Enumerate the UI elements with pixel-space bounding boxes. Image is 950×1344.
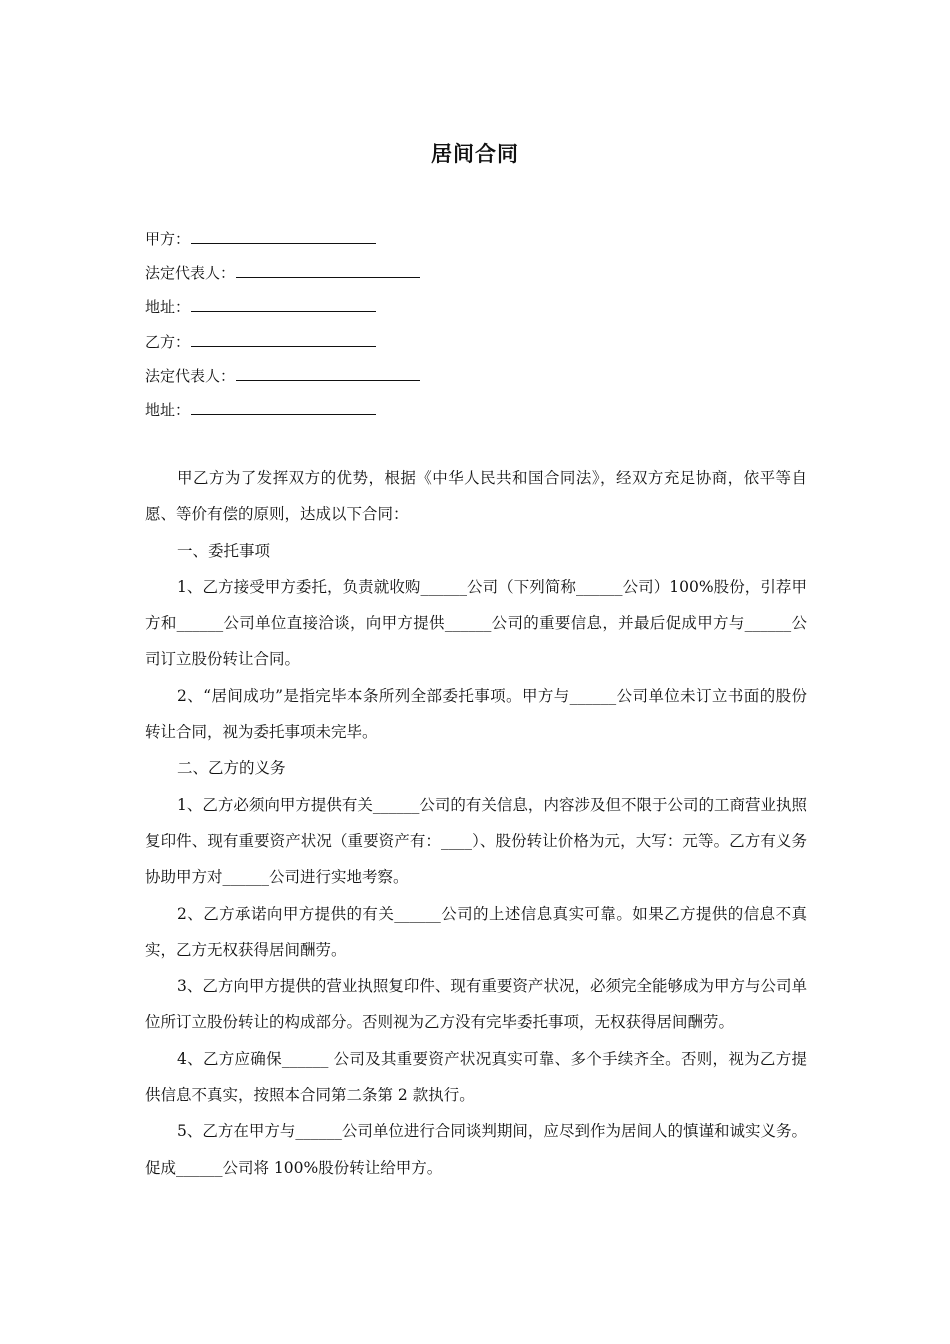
preamble-paragraph: 甲乙方为了发挥双方的优势，根据《中华人民共和国合同法》，经双方充足协商，依平等自愿、等价有偿的原则，达成以下合同：	[145, 469, 807, 524]
clause-paragraph: 1、乙方必须向甲方提供有关______公司的有关信息，内容涉及但不限于公司的工商营业执照复印件、现有重要资产状况（重要资产有：____）、股份转让价格为元，大写：元等。乙方有义务协助甲方对______公司进行实地考察。	[145, 795, 807, 887]
section-heading: 二、乙方的义务	[177, 759, 286, 778]
field-label: 地址：	[145, 298, 191, 316]
field-label: 地址：	[145, 401, 191, 419]
party-a-representative-field	[145, 261, 420, 283]
clause-paragraph: 1、乙方接受甲方委托，负责就收购______公司（下列简称______公司）100%股份，引荐甲方和______公司单位直接洽谈，向甲方提供______公司的重要信息，并最后促成甲方与______公司订立股份转让合同。	[145, 577, 807, 669]
contract-body	[145, 460, 807, 1186]
clause-paragraph: 5、乙方在甲方与______公司单位进行合同谈判期间，应尽到作为居间人的慎谨和诚实义务。促成______公司将 100%股份转让给甲方。	[145, 1122, 807, 1177]
fill-in-blank[interactable]	[236, 364, 420, 381]
field-label: 甲方：	[145, 230, 191, 248]
document-title: 居间合同	[431, 142, 519, 166]
field-label: 法定代表人：	[145, 367, 236, 385]
fill-in-blank[interactable]	[236, 261, 420, 278]
clause-paragraph: 2、乙方承诺向甲方提供的有关______公司的上述信息真实可靠。如果乙方提供的信息不真实，乙方无权获得居间酬劳。	[145, 904, 807, 959]
party-a-field	[145, 227, 376, 249]
field-label: 乙方：	[145, 333, 191, 351]
clause-paragraph: 3、乙方向甲方提供的营业执照复印件、现有重要资产状况，必须完全能够成为甲方与公司单位所订立股份转让的构成部分。否则视为乙方没有完毕委托事项，无权获得居间酬劳。	[145, 977, 807, 1032]
fill-in-blank[interactable]	[191, 330, 376, 347]
fill-in-blank[interactable]	[191, 227, 376, 244]
party-b-field	[145, 330, 376, 352]
clause-paragraph: 4、乙方应确保______ 公司及其重要资产状况真实可靠、多个手续齐全。否则，视为乙方提供信息不真实，按照本合同第二条第 2 款执行。	[145, 1049, 807, 1105]
party-a-address-field	[145, 295, 376, 317]
fill-in-blank[interactable]	[191, 295, 376, 312]
section-heading: 一、委托事项	[177, 541, 271, 560]
fill-in-blank[interactable]	[191, 398, 376, 415]
field-label: 法定代表人：	[145, 264, 236, 282]
party-b-representative-field	[145, 364, 420, 386]
party-b-address-field	[145, 398, 376, 420]
clause-paragraph: 2、“居间成功”是指完毕本条所列全部委托事项。甲方与______公司单位未订立书面的股份转让合同，视为委托事项未完毕。	[145, 686, 807, 742]
